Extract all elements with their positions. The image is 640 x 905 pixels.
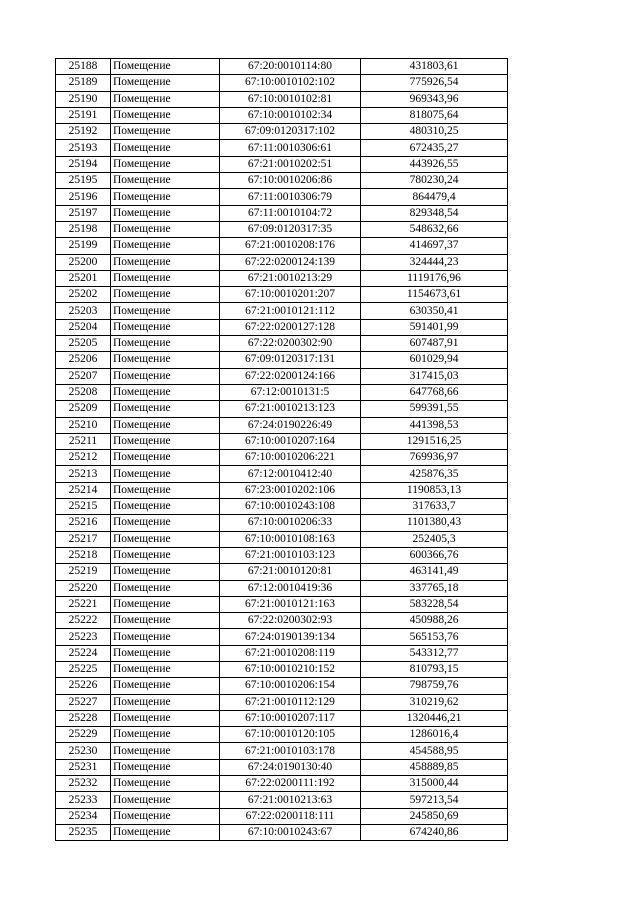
cadastral-value-cell: 599391,55	[361, 401, 508, 417]
object-type-cell: Помещение	[111, 59, 220, 75]
cadastral-value-cell: 1286016,4	[361, 727, 508, 743]
row-number-cell: 25215	[56, 499, 111, 515]
cadastral-value-cell: 337765,18	[361, 580, 508, 596]
table-row	[56, 759, 508, 775]
cadastral-value-cell: 454588,95	[361, 743, 508, 759]
cadastral-value-cell: 647768,66	[361, 384, 508, 400]
table-row	[56, 368, 508, 384]
row-number-cell: 25194	[56, 156, 111, 172]
cadastral-value-cell: 317633,7	[361, 499, 508, 515]
object-type-cell: Помещение	[111, 75, 220, 91]
table-row	[56, 107, 508, 123]
row-number-cell: 25206	[56, 352, 111, 368]
object-type-cell: Помещение	[111, 221, 220, 237]
cadastral-number-cell: 67:10:0010102:102	[220, 75, 361, 91]
cadastral-value-cell: 601029,94	[361, 352, 508, 368]
cadastral-value-cell: 431803,61	[361, 59, 508, 75]
table-row	[56, 792, 508, 808]
table-row	[56, 205, 508, 221]
cadastral-number-cell: 67:22:0200302:90	[220, 336, 361, 352]
cadastral-number-cell: 67:10:0010207:164	[220, 433, 361, 449]
object-type-cell: Помещение	[111, 156, 220, 172]
row-number-cell: 25214	[56, 482, 111, 498]
cadastral-value-cell: 310219,62	[361, 694, 508, 710]
object-type-cell: Помещение	[111, 140, 220, 156]
row-number-cell: 25213	[56, 466, 111, 482]
row-number-cell: 25227	[56, 694, 111, 710]
object-type-cell: Помещение	[111, 678, 220, 694]
row-number-cell: 25203	[56, 303, 111, 319]
table-row	[56, 189, 508, 205]
row-number-cell: 25211	[56, 433, 111, 449]
cadastral-number-cell: 67:21:0010112:129	[220, 694, 361, 710]
row-number-cell: 25218	[56, 547, 111, 563]
object-type-cell: Помещение	[111, 124, 220, 140]
table-row	[56, 319, 508, 335]
object-type-cell: Помещение	[111, 727, 220, 743]
cadastral-value-cell: 480310,25	[361, 124, 508, 140]
row-number-cell: 25224	[56, 645, 111, 661]
object-type-cell: Помещение	[111, 808, 220, 824]
row-number-cell: 25210	[56, 417, 111, 433]
object-type-cell: Помещение	[111, 824, 220, 840]
row-number-cell: 25197	[56, 205, 111, 221]
row-number-cell: 25191	[56, 107, 111, 123]
cadastral-number-cell: 67:21:0010213:29	[220, 270, 361, 286]
object-type-cell: Помещение	[111, 417, 220, 433]
table-row	[56, 221, 508, 237]
cadastral-value-cell: 829348,54	[361, 205, 508, 221]
table-row	[56, 336, 508, 352]
cadastral-number-cell: 67:21:0010121:163	[220, 596, 361, 612]
object-type-cell: Помещение	[111, 401, 220, 417]
table-row	[56, 678, 508, 694]
row-number-cell: 25200	[56, 254, 111, 270]
cadastral-number-cell: 67:22:0200127:128	[220, 319, 361, 335]
cadastral-value-cell: 1119176,96	[361, 270, 508, 286]
cadastral-value-cell: 607487,91	[361, 336, 508, 352]
table-body	[56, 59, 508, 841]
table-row	[56, 596, 508, 612]
row-number-cell: 25201	[56, 270, 111, 286]
cadastral-value-cell: 543312,77	[361, 645, 508, 661]
table-row	[56, 450, 508, 466]
cadastral-number-cell: 67:11:0010104:72	[220, 205, 361, 221]
cadastral-number-cell: 67:10:0010206:33	[220, 515, 361, 531]
row-number-cell: 25235	[56, 824, 111, 840]
row-number-cell: 25207	[56, 368, 111, 384]
row-number-cell: 25195	[56, 173, 111, 189]
table-row	[56, 156, 508, 172]
object-type-cell: Помещение	[111, 580, 220, 596]
object-type-cell: Помещение	[111, 759, 220, 775]
row-number-cell: 25188	[56, 59, 111, 75]
cadastral-value-cell: 672435,27	[361, 140, 508, 156]
row-number-cell: 25225	[56, 661, 111, 677]
table-row	[56, 75, 508, 91]
cadastral-value-cell: 450988,26	[361, 613, 508, 629]
cadastral-value-cell: 780230,24	[361, 173, 508, 189]
cadastral-number-cell: 67:09:0120317:131	[220, 352, 361, 368]
cadastral-value-cell: 548632,66	[361, 221, 508, 237]
row-number-cell: 25196	[56, 189, 111, 205]
object-type-cell: Помещение	[111, 287, 220, 303]
cadastral-value-cell: 775926,54	[361, 75, 508, 91]
table-row	[56, 661, 508, 677]
cadastral-number-cell: 67:10:0010207:117	[220, 710, 361, 726]
cadastral-value-cell: 1320446,21	[361, 710, 508, 726]
table-row	[56, 824, 508, 840]
cadastral-number-cell: 67:23:0010202:106	[220, 482, 361, 498]
table-row	[56, 287, 508, 303]
cadastral-number-cell: 67:10:0010102:81	[220, 91, 361, 107]
row-number-cell: 25193	[56, 140, 111, 156]
object-type-cell: Помещение	[111, 743, 220, 759]
table-row	[56, 173, 508, 189]
cadastral-number-cell: 67:11:0010306:61	[220, 140, 361, 156]
row-number-cell: 25220	[56, 580, 111, 596]
row-number-cell: 25234	[56, 808, 111, 824]
row-number-cell: 25219	[56, 564, 111, 580]
object-type-cell: Помещение	[111, 499, 220, 515]
table-row	[56, 564, 508, 580]
table-row	[56, 499, 508, 515]
object-type-cell: Помещение	[111, 547, 220, 563]
object-type-cell: Помещение	[111, 368, 220, 384]
cadastral-number-cell: 67:22:0200124:166	[220, 368, 361, 384]
table-row	[56, 124, 508, 140]
table-row	[56, 238, 508, 254]
cadastral-number-cell: 67:10:0010243:67	[220, 824, 361, 840]
row-number-cell: 25233	[56, 792, 111, 808]
row-number-cell: 25222	[56, 613, 111, 629]
cadastral-value-cell: 798759,76	[361, 678, 508, 694]
object-type-cell: Помещение	[111, 384, 220, 400]
cadastral-value-cell: 1291516,25	[361, 433, 508, 449]
object-type-cell: Помещение	[111, 694, 220, 710]
row-number-cell: 25221	[56, 596, 111, 612]
cadastral-value-cell: 1190853,13	[361, 482, 508, 498]
cadastral-value-cell: 425876,35	[361, 466, 508, 482]
cadastral-number-cell: 67:22:0200124:139	[220, 254, 361, 270]
object-type-cell: Помещение	[111, 205, 220, 221]
row-number-cell: 25205	[56, 336, 111, 352]
cadastral-value-cell: 818075,64	[361, 107, 508, 123]
table-row	[56, 270, 508, 286]
table-row	[56, 727, 508, 743]
cadastral-value-cell: 810793,15	[361, 661, 508, 677]
object-type-cell: Помещение	[111, 564, 220, 580]
table-row	[56, 776, 508, 792]
cadastral-value-cell: 443926,55	[361, 156, 508, 172]
cadastral-value-cell: 317415,03	[361, 368, 508, 384]
table-row	[56, 531, 508, 547]
cadastral-number-cell: 67:10:0010243:108	[220, 499, 361, 515]
table-row	[56, 613, 508, 629]
cadastral-number-cell: 67:09:0120317:35	[220, 221, 361, 237]
cadastral-number-cell: 67:12:0010412:40	[220, 466, 361, 482]
cadastral-number-cell: 67:12:0010131:5	[220, 384, 361, 400]
cadastral-value-cell: 969343,96	[361, 91, 508, 107]
cadastral-number-cell: 67:10:0010206:86	[220, 173, 361, 189]
object-type-cell: Помещение	[111, 645, 220, 661]
cadastral-number-cell: 67:10:0010201:207	[220, 287, 361, 303]
row-number-cell: 25190	[56, 91, 111, 107]
cadastral-value-cell: 458889,85	[361, 759, 508, 775]
table-row	[56, 417, 508, 433]
cadastral-value-cell: 600366,76	[361, 547, 508, 563]
table-row	[56, 694, 508, 710]
cadastral-value-cell: 463141,49	[361, 564, 508, 580]
cadastral-number-cell: 67:10:0010120:105	[220, 727, 361, 743]
cadastral-value-cell: 597213,54	[361, 792, 508, 808]
cadastral-number-cell: 67:10:0010206:154	[220, 678, 361, 694]
table-row	[56, 645, 508, 661]
object-type-cell: Помещение	[111, 319, 220, 335]
cadastral-number-cell: 67:10:0010210:152	[220, 661, 361, 677]
object-type-cell: Помещение	[111, 613, 220, 629]
cadastral-number-cell: 67:11:0010306:79	[220, 189, 361, 205]
object-type-cell: Помещение	[111, 107, 220, 123]
table-row	[56, 515, 508, 531]
cadastral-number-cell: 67:24:0190139:134	[220, 629, 361, 645]
cadastral-number-cell: 67:22:0200302:93	[220, 613, 361, 629]
row-number-cell: 25204	[56, 319, 111, 335]
table-row	[56, 140, 508, 156]
object-type-cell: Помещение	[111, 531, 220, 547]
object-type-cell: Помещение	[111, 450, 220, 466]
object-type-cell: Помещение	[111, 776, 220, 792]
table-row	[56, 384, 508, 400]
object-type-cell: Помещение	[111, 515, 220, 531]
cadastral-value-cell: 441398,53	[361, 417, 508, 433]
row-number-cell: 25189	[56, 75, 111, 91]
row-number-cell: 25223	[56, 629, 111, 645]
cadastral-value-cell: 565153,76	[361, 629, 508, 645]
row-number-cell: 25199	[56, 238, 111, 254]
table-row	[56, 547, 508, 563]
table-row	[56, 352, 508, 368]
row-number-cell: 25198	[56, 221, 111, 237]
cadastral-number-cell: 67:22:0200118:111	[220, 808, 361, 824]
cadastral-value-cell: 414697,37	[361, 238, 508, 254]
row-number-cell: 25217	[56, 531, 111, 547]
cadastral-number-cell: 67:21:0010103:123	[220, 547, 361, 563]
cadastral-value-cell: 674240,86	[361, 824, 508, 840]
row-number-cell: 25232	[56, 776, 111, 792]
row-number-cell: 25216	[56, 515, 111, 531]
object-type-cell: Помещение	[111, 596, 220, 612]
cadastral-value-cell: 630350,41	[361, 303, 508, 319]
row-number-cell: 25230	[56, 743, 111, 759]
cadastral-number-cell: 67:10:0010102:34	[220, 107, 361, 123]
cadastral-value-cell: 245850,69	[361, 808, 508, 824]
table-row	[56, 254, 508, 270]
object-type-cell: Помещение	[111, 238, 220, 254]
cadastral-value-cell: 591401,99	[361, 319, 508, 335]
row-number-cell: 25231	[56, 759, 111, 775]
cadastral-value-cell: 324444,23	[361, 254, 508, 270]
row-number-cell: 25209	[56, 401, 111, 417]
table-row	[56, 808, 508, 824]
row-number-cell: 25229	[56, 727, 111, 743]
row-number-cell: 25192	[56, 124, 111, 140]
object-type-cell: Помещение	[111, 352, 220, 368]
object-type-cell: Помещение	[111, 303, 220, 319]
table-row	[56, 743, 508, 759]
cadastral-value-cell: 1154673,61	[361, 287, 508, 303]
table-row	[56, 710, 508, 726]
cadastral-number-cell: 67:09:0120317:102	[220, 124, 361, 140]
row-number-cell: 25228	[56, 710, 111, 726]
table-row	[56, 482, 508, 498]
cadastral-number-cell: 67:21:0010213:123	[220, 401, 361, 417]
cadastral-number-cell: 67:22:0200111:192	[220, 776, 361, 792]
object-type-cell: Помещение	[111, 466, 220, 482]
object-type-cell: Помещение	[111, 189, 220, 205]
cadastral-number-cell: 67:21:0010208:119	[220, 645, 361, 661]
object-type-cell: Помещение	[111, 792, 220, 808]
object-type-cell: Помещение	[111, 173, 220, 189]
cadastral-number-cell: 67:21:0010213:63	[220, 792, 361, 808]
object-type-cell: Помещение	[111, 336, 220, 352]
table-row	[56, 401, 508, 417]
cadastral-value-cell: 864479,4	[361, 189, 508, 205]
object-type-cell: Помещение	[111, 482, 220, 498]
table-row	[56, 433, 508, 449]
row-number-cell: 25226	[56, 678, 111, 694]
cadastral-value-cell: 315000,44	[361, 776, 508, 792]
object-type-cell: Помещение	[111, 661, 220, 677]
cadastral-number-cell: 67:21:0010208:176	[220, 238, 361, 254]
cadastral-number-cell: 67:21:0010202:51	[220, 156, 361, 172]
cadastral-number-cell: 67:24:0190130:40	[220, 759, 361, 775]
object-type-cell: Помещение	[111, 629, 220, 645]
cadastral-value-cell: 1101380,43	[361, 515, 508, 531]
cadastral-number-cell: 67:21:0010121:112	[220, 303, 361, 319]
table-row	[56, 303, 508, 319]
object-type-cell: Помещение	[111, 91, 220, 107]
table-row	[56, 580, 508, 596]
row-number-cell: 25212	[56, 450, 111, 466]
table-row	[56, 91, 508, 107]
cadastral-value-cell: 583228,54	[361, 596, 508, 612]
cadastral-number-cell: 67:10:0010206:221	[220, 450, 361, 466]
object-type-cell: Помещение	[111, 254, 220, 270]
cadastral-number-cell: 67:20:0010114:80	[220, 59, 361, 75]
cadastral-number-cell: 67:24:0190226:49	[220, 417, 361, 433]
cadastral-value-cell: 252405,3	[361, 531, 508, 547]
object-type-cell: Помещение	[111, 270, 220, 286]
row-number-cell: 25208	[56, 384, 111, 400]
cadastral-value-table	[55, 58, 508, 841]
table-row	[56, 629, 508, 645]
cadastral-number-cell: 67:21:0010103:178	[220, 743, 361, 759]
cadastral-number-cell: 67:21:0010120:81	[220, 564, 361, 580]
cadastral-number-cell: 67:12:0010419:36	[220, 580, 361, 596]
table-row	[56, 466, 508, 482]
object-type-cell: Помещение	[111, 710, 220, 726]
table-row	[56, 59, 508, 75]
object-type-cell: Помещение	[111, 433, 220, 449]
row-number-cell: 25202	[56, 287, 111, 303]
cadastral-number-cell: 67:10:0010108:163	[220, 531, 361, 547]
cadastral-value-cell: 769936,97	[361, 450, 508, 466]
